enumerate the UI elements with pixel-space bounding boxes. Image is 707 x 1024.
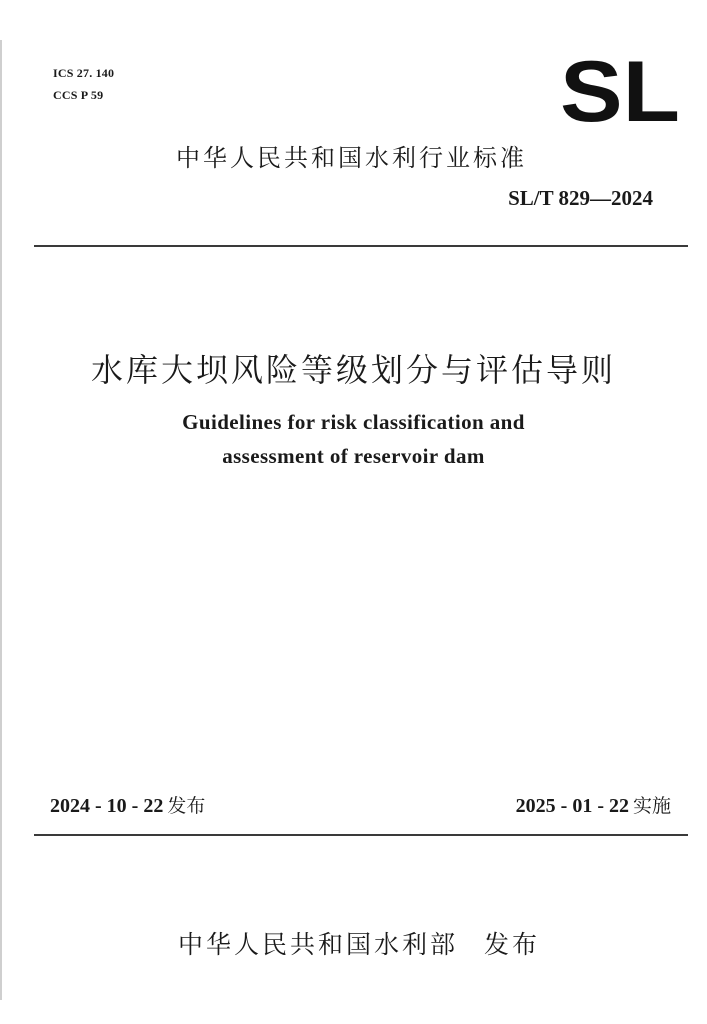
- publisher-block: [178, 925, 540, 961]
- ics-code: ICS 27. 140: [53, 66, 115, 80]
- top-divider: [34, 245, 688, 247]
- title-chinese: 水库大坝风险等级划分与评估导则: [90, 351, 616, 389]
- page-edge: [0, 40, 2, 1000]
- issuing-body: 中华人民共和国水利行业标准: [176, 144, 527, 172]
- effective-date: 2025 - 01 - 22: [515, 795, 629, 817]
- classification-codes: [53, 62, 114, 106]
- release-date: 2024 - 10 - 22: [50, 795, 164, 817]
- ccs-code: CCS P 59: [53, 88, 104, 102]
- title-english-line2: assessment of reservoir dam: [222, 444, 485, 468]
- publish-verb: 发布: [484, 930, 541, 959]
- release-label: 发布: [167, 795, 206, 817]
- bottom-divider: [34, 834, 688, 836]
- title-english: [0, 405, 707, 473]
- standard-number: SL/T 829—2024: [508, 186, 653, 210]
- sl-logo: [560, 55, 682, 127]
- title-english-line1: Guidelines for risk classification and: [182, 410, 525, 434]
- effective-date-block: [516, 791, 671, 818]
- sl-logo-text: SL: [560, 55, 680, 127]
- effective-label: 实施: [632, 795, 671, 817]
- release-date-block: [50, 791, 205, 818]
- publisher-name: 中华人民共和国水利部: [178, 930, 459, 959]
